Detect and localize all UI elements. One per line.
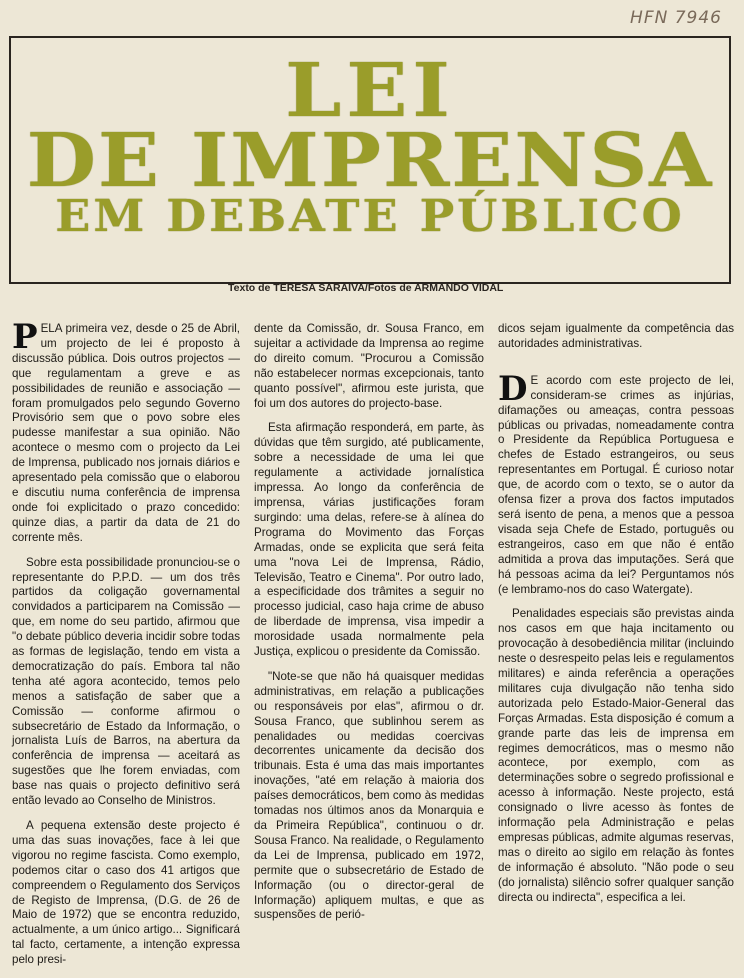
paragraph: dicos sejam igualmente da competência das autoridades administrativas. [498,322,734,350]
paragraph-text: ELA primeira vez, desde o 25 de Abril, um projecto de lei é proposto à discussão pública. Dois outros projectos — que regulamentam a greve e as possibilidades de reunião e associação — foram promulgados pelo segundo Governo Provisório sem que o povo sobre eles pudesse manifestar a sua opinião. Não acontece o mesmo com o projecto da Lei de Imprensa, publicado nos jornais diários e apresentado pela comissão que o elaborou e discutiu numa conferência de imprensa onde foi explicitado o prazo concedido: quinze dias, a partir da data de 21 do corrente mês. [12,322,240,544]
paragraph [498,368,734,598]
paragraph-text: E acordo com este projecto de lei, consideram-se crimes as injúrias, difamações ou ameaças, contra pessoas públicas ou privadas, nomeadamente contra o Presidente da República Portuguesa e chefes de Estado estrangeiros, ou seus representantes em Portugal. É curioso notar que, de acordo com o texto, se o autor da ofensa fizer a prova dos factos imputados será isento de pena, a menos que a pessoa visada seja Chefe de Estado, português ou estrangeiros, caso em que não é então admitida a prova das imputações. Será que há pessoas acima da lei? Perguntamos nós (e lembramo-nos do caso Watergate). [498,373,734,596]
title-line-1: LEI [285,46,455,134]
paragraph: Penalidades especiais são previstas ainda nos casos em que haja incitamento ou provocação à desobediência militar (incluindo neste o desrespeito pelas leis e regulamentos militares) e ainda referência a operações militares cuja divulgação não tenha sido autorizada pelo Estado-Maior-General das Forças Armadas. Esta disposição é comum a grande parte das leis de imprensa em regimes democráticos, mas o mesmo não acontece, por exemplo, com as determinações sobre o segredo profissional e acesso à informação. Neste projecto, está consignado o livre acesso às fontes de informação pela Administração e pelas empresas públicas, admite algumas reservas, mas o direito ao sigilo em relação às fontes de informação é absoluto. "Não pode o seu (do jornalista) silêncio sofrer qualquer sanção directa ou indirecta", especifica a lei. [498,607,734,904]
title-box [9,36,731,284]
paragraph: dente da Comissão, dr. Sousa Franco, em sujeitar a actividade da Imprensa ao regime do direito comum. "Procurou a Comissão não estabelecer normas excepcionais, tanto quanto possível", afirmou este jurista, que foi um dos autores do projecto-base. [254,322,484,410]
article-column-2 [254,322,484,933]
handwritten-mark: HFN 7946 [630,8,722,28]
title-line-2: DE IMPRENSA [26,116,714,204]
paragraph [12,317,240,546]
paragraph: "Note-se que não há quaisquer medidas administrativas, em relação a publicações ou responsáveis por elas", afirmou o dr. Sousa Franco, que sublinhou serem as penalidades ou medidas coercivas decorrentes unicamente da decisão dos tribunais. Esta é uma das mais importantes inovações, "até em relação à maioria dos países democráticos, bem como às medidas tomadas nos últimos anos da Monarquia e da Primeira República", continuou o dr. Sousa Franco. Na realidade, o Regulamento da Lei de Imprensa, publicado em 1972, permite que o subsecretário de Estado de Informação (ou o director-geral de Informação) apliquem multas, e que as suspensões de perió- [254,669,484,922]
paragraph: Sobre esta possibilidade pronunciou-se o representante do P.P.D. — um dos três partidos da coligação governamental convidados a participarem na Comissão — que, em nome do seu partido, afirmou que "o debate público deveria incidir sobre todas as formas de legislação, tendo em vista a democratização do país. Embora tal não tenha até agora acontecido, temos pelo menos a satisfação de saber que a Comissão — conforme afirmou o subsecretário de Estado da Informação, o jornalista Luís de Barros, na abertura da conferência de imprensa — aceitará as sugestões que lhe forem enviadas, com base nas quais o projecto definitivo será então levado ao Conselho de Ministros. [12,555,240,808]
article-column-1 [12,317,240,978]
paragraph: Esta afirmação responderá, em parte, às dúvidas que têm surgido, até publicamente, sobre a necessidade de uma lei que regulamente a actividade jornalística impressa. Ao longo da conferência de imprensa, várias justificações foram surgindo: uma delas, refere-se à alínea do Programa do Movimento das Forças Armadas, onde se explicita que será feita uma "nova Lei de Imprensa, Rádio, Televisão, Teatro e Cinema". Por outro lado, a especificidade dos trâmites a seguir no processo judicial, caso haja crime de abuso de liberdade de imprensa, visa impedir a morosidade usada normalmente pela Justiça, explicou o presidente da Comissão. [254,421,484,659]
paragraph: A pequena extensão deste projecto é uma das suas inovações, face à lei que vigorou no regime fascista. Como exemplo, podemos citar o caso dos 41 artigos que compreendem o Regulamento dos Serviços de Registo de Imprensa, (D.G. de 26 de Maio de 1972) que se encontra reduzido, actualmente, a um único artigo... Significará tal facto, certamente, a intenção expressa pelo presi- [12,819,240,967]
title-line-3: EM DEBATE PÚBLICO [55,190,685,242]
byline: Texto de TERESA SARAIVA/Fotos de ARMANDO VIDAL [228,282,504,294]
drop-cap: D [498,368,528,409]
drop-cap: P [12,317,38,357]
article-column-3 [498,322,734,916]
